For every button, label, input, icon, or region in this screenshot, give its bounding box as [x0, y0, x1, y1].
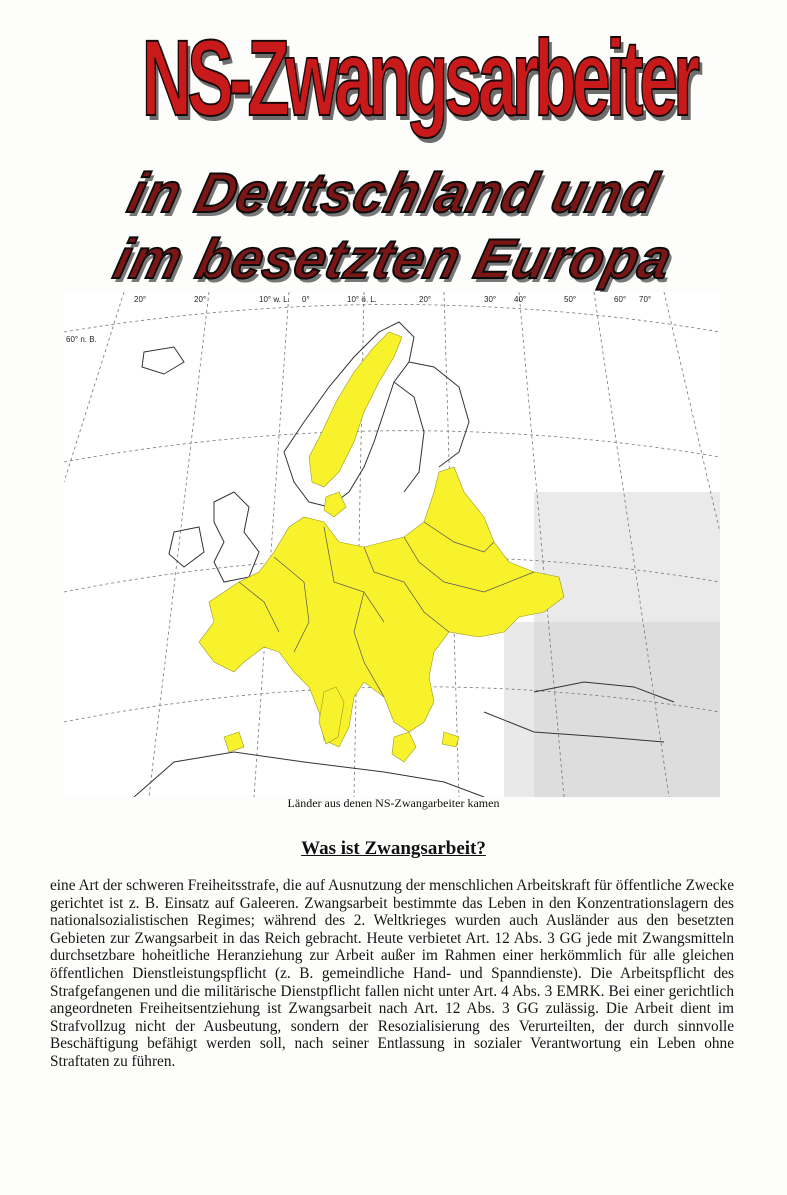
coord-label: 10° w. L. [259, 295, 290, 304]
coord-label: 20° [134, 295, 147, 304]
subtitle-line-2: im besetzten Europa [108, 227, 680, 290]
coord-label: 40° [514, 295, 527, 304]
map-caption: Länder aus denen NS-Zwangarbeiter kamen [287, 796, 500, 810]
coord-label: 30° [484, 295, 497, 304]
subtitle-line-1: in Deutschland und [122, 161, 665, 224]
coord-label: 10° ö. L. [347, 295, 377, 304]
coord-label: 50° [564, 295, 577, 304]
europe-map [64, 292, 720, 797]
coord-label: 60° [614, 295, 627, 304]
scan-noise [504, 622, 720, 797]
page-title: NS-Zwangsarbeiter [141, 17, 696, 138]
europe-map-graphic [64, 292, 720, 797]
body-paragraph: eine Art der schweren Freiheitsstrafe, die auf Ausnutzung der menschlichen Arbeitskraft für öffentliche Zwecke gerichtet ist z. B. Einsatz auf Galeeren. Zwangsarbeit bestimmte das Leben in den Konzentrationslagern des nationalsozialistischen Regimes; während des 2. Weltkrieges wurden auch Ausländer aus den besetzten Gebieten zur Zwangsarbeit in das Reich gebracht. Heute verbietet Art. 12 Abs. 3 GG jede mit Zwangsmitteln durchsetzbare hoheitliche Heranziehung zur Arbeit außer im Rahmen einer herkömmlich für alle gleichen öffentlichen Dienstleistungspflicht (z. B. gemeindliche Hand- und Spanndienste). Die Arbeitspflicht des Strafgefangenen und die militärische Dienstpflicht fallen nicht unter Art. 4 Abs. 3 EMRK. Bei einer gerichtlich angeordneten Freiheitsentziehung ist Zwangsarbeit nach Art. 12 Abs. 3 GG zulässig. Die Arbeit dient im Strafvollzug nicht der Ausbeutung, sondern der Resozialisierung des Verurteilten, der durch sinnvolle Beschäftigung befähigt werden soll, nach seiner Entlassung in sozialer Verantwortung ein Leben ohne Straftaten zu führen. [50, 877, 734, 1070]
coord-label: 0° [302, 295, 310, 304]
coord-label: 20° [419, 295, 432, 304]
coord-label: 70° [639, 295, 652, 304]
coord-label: 60° n. B. [66, 335, 97, 344]
coord-label: 20° [194, 295, 207, 304]
section-heading: Was ist Zwangsarbeit? [301, 838, 486, 859]
